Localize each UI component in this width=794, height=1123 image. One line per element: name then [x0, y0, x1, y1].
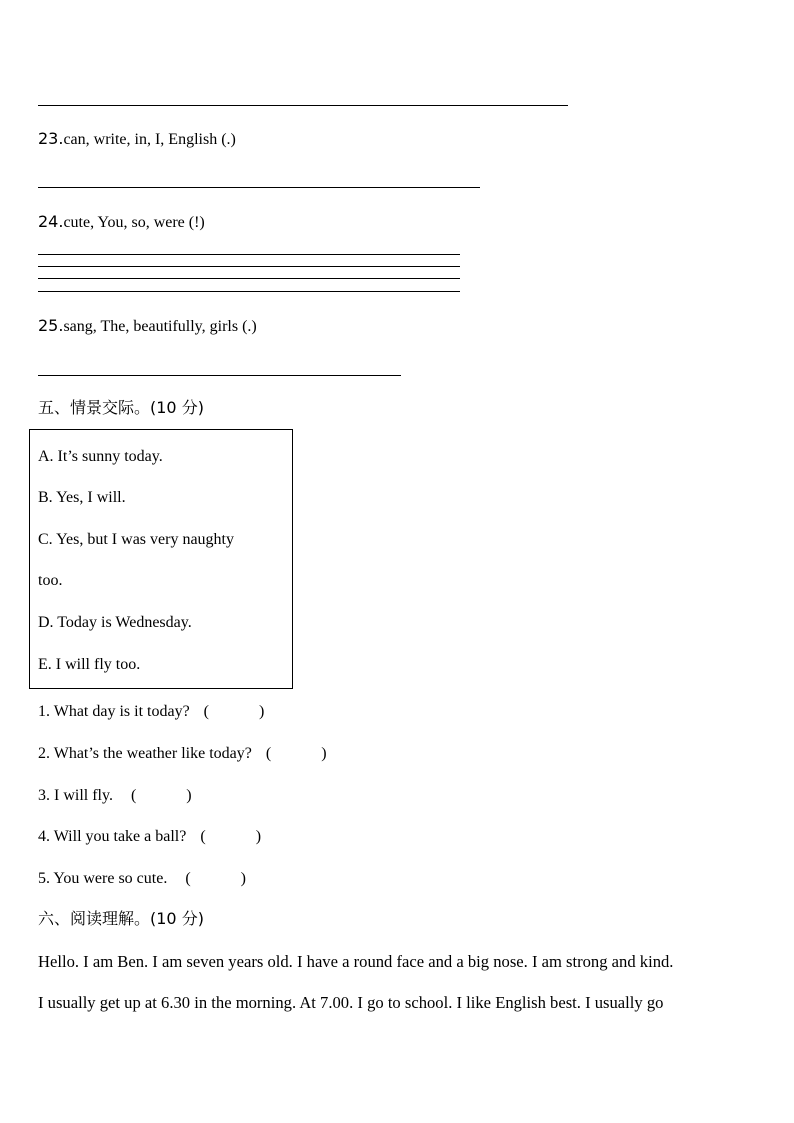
question-text: 1. What day is it today? [38, 703, 190, 720]
paren-open: ( [265, 745, 272, 762]
passage-line-1: Hello. I am Ben. I am seven years old. I have a round face and a big nose. I am strong and kind. [38, 952, 674, 971]
paren-open: ( [130, 787, 137, 804]
question-number: 24. [38, 212, 64, 231]
question-text: 4. Will you take a ball? [38, 828, 187, 845]
paren-close: ) [321, 745, 327, 762]
question-number: 23. [38, 129, 64, 148]
answer-blank[interactable] [131, 787, 192, 804]
dialogue-question-5 [38, 869, 246, 889]
answer-line-25 [38, 375, 401, 376]
question-number: 25. [38, 316, 64, 335]
option-c-continued: too. [38, 572, 63, 589]
paren-open: ( [203, 703, 209, 720]
passage-line-2: I usually get up at 6.30 in the morning. At 7.00. I go to school. I like English best. I usually go [38, 993, 664, 1012]
section-five-title: 五、情景交际。(10 分) [38, 398, 204, 417]
option-e: E. I will fly too. [38, 656, 141, 673]
answer-blank[interactable] [200, 828, 261, 845]
question-words: can, write, in, I, English (.) [63, 131, 236, 148]
answer-blank[interactable] [204, 703, 265, 720]
paren-close: ) [259, 703, 265, 720]
answer-line-24c [38, 278, 460, 279]
question-words: cute, You, so, were (!) [63, 214, 205, 231]
option-b: B. Yes, I will. [38, 489, 126, 506]
paren-open: ( [200, 828, 206, 845]
dialogue-question-4 [38, 827, 261, 847]
option-a: A. It’s sunny today. [38, 448, 163, 465]
paren-close: ) [186, 787, 192, 804]
answer-line-22 [38, 105, 568, 106]
answer-blank[interactable] [185, 870, 246, 887]
options-box [29, 429, 293, 689]
paren-close: ) [240, 870, 246, 887]
dialogue-question-2 [38, 744, 327, 764]
answer-line-24a [38, 254, 460, 255]
answer-line-24b [38, 266, 460, 267]
option-d: D. Today is Wednesday. [38, 614, 192, 631]
paren-close: ) [255, 828, 262, 845]
answer-line-24d [38, 291, 460, 292]
answer-blank[interactable] [266, 745, 327, 762]
section-six-title: 六、阅读理解。(10 分) [38, 909, 204, 928]
question-text: 3. I will fly. [38, 787, 113, 804]
option-c: C. Yes, but I was very naughty [38, 531, 234, 548]
question-text: 2. What’s the weather like today? [38, 745, 252, 762]
paren-open: ( [185, 870, 191, 887]
question-25 [38, 316, 257, 337]
answer-line-23 [38, 187, 480, 188]
question-text: 5. You were so cute. [38, 870, 168, 887]
question-words: sang, The, beautifully, girls (.) [63, 318, 257, 335]
dialogue-question-1 [38, 702, 264, 722]
question-24 [38, 212, 205, 233]
question-23 [38, 129, 236, 150]
dialogue-question-3 [38, 786, 192, 806]
